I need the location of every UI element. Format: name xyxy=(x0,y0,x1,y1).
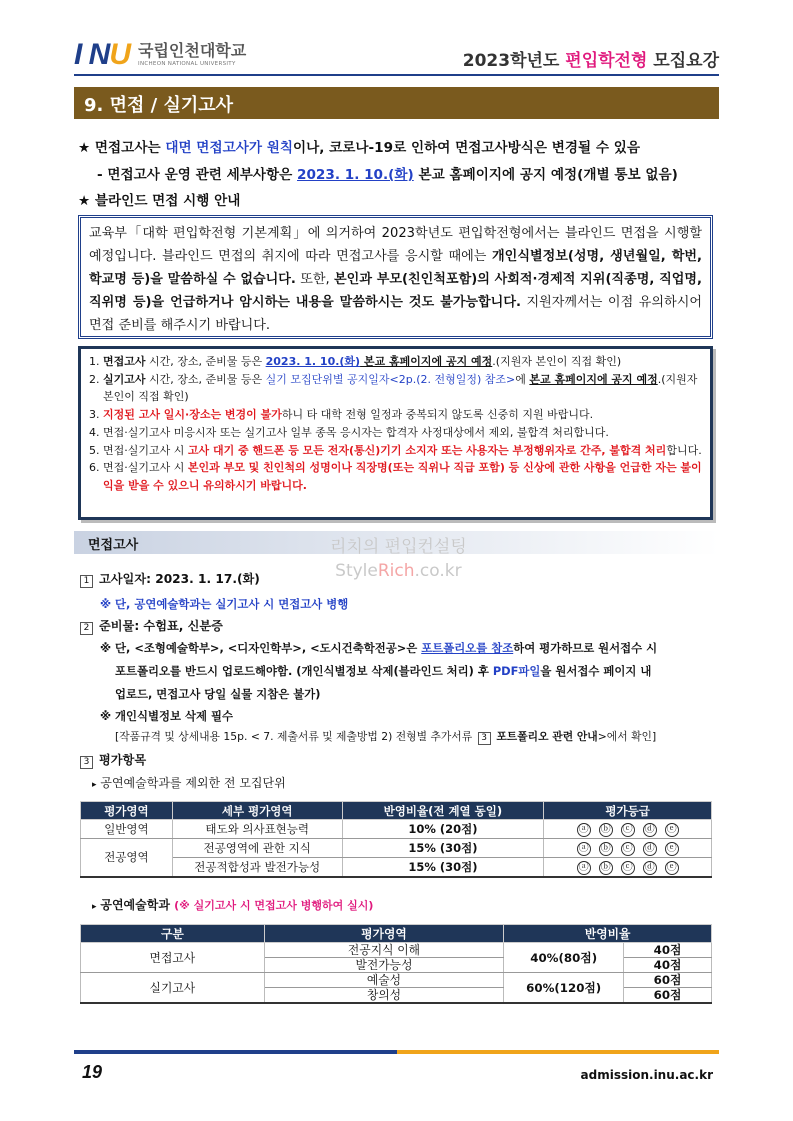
notice-item: 2. 실기고사 시간, 장소, 준비물 등은 실기 모집단위별 공지일자<2p.(2. 전형일정) 참조>에 본교 홈페이지에 공지 예정.(지원자 본인이 직접 확인) xyxy=(89,372,698,404)
notice-item: 4. 면접·실기고사 미응시자 또는 실기고사 일부 종목 응시자는 합격자 사정대상에서 제외, 불합격 처리합니다. xyxy=(89,425,609,439)
footer-url[interactable]: admission.inu.ac.kr xyxy=(580,1068,713,1082)
notice-box xyxy=(78,346,713,520)
watermark: 리치의 편입컨설팅 StyleRich.co.kr xyxy=(330,537,467,581)
table-row: 발전가능성 40점 xyxy=(81,958,712,973)
table-row: 전공영역 전공영역에 관한 지식 15% (30점) ⓐ ⓑ ⓒ ⓓ ⓔ xyxy=(81,839,712,858)
evaluation-items: 3 평가항목 xyxy=(80,751,146,769)
table-row: 면접고사 전공지식 이해 40%(80점) 40점 xyxy=(81,943,712,958)
logo-mark: I NU xyxy=(74,38,131,71)
personal-info-note: ※ 개인식별정보 삭제 필수 xyxy=(100,709,234,723)
table-row: 전공적합성과 발전가능성 15% (30점) ⓐ ⓑ ⓒ ⓓ ⓔ xyxy=(81,858,712,877)
grade-scale: ⓐ ⓑ ⓒ ⓓ ⓔ xyxy=(544,858,712,877)
note-interview-principle: ★ 면접고사는 대면 면접고사가 원칙이나, 코로나-19로 인하여 면접고사방식은 변경될 수 있음 xyxy=(78,140,640,156)
evaluation-table-performing-arts xyxy=(80,924,712,1004)
table-row: 실기고사 예술성 60%(120점) 60점 xyxy=(81,973,712,988)
document-title: 2023학년도 편입학전형 모집요강 xyxy=(462,51,719,71)
required-items: 2 준비물: 수험표, 신분증 xyxy=(80,617,223,635)
header-divider xyxy=(74,74,719,76)
star-icon: ★ xyxy=(78,140,91,156)
blind-interview-box: 교육부「대학 편입학전형 기본계획」에 의거하여 2023학년도 편입학전형에서는 블라인드 면접을 시행할 예정입니다. 블라인드 면접의 취지에 따라 면접고사를 응시할 때에는 개인식별정보(성명, 생년월일, 학번, 학교명 등)을 말씀하실 수 없습니다. 또한, 본인과 부모(친인척포함)의 사회적·경제적 지위(직종명, 직업명, 직위명 등)을 언급하거나 암시하는 내용을 말씀하시는 것도 불가능합니다. 지원자께서는 이점 유의하시어 면접 준비를 해주시기 바랍니다. xyxy=(78,215,713,339)
notice-item: 6. 면접·실기고사 시 본인과 부모 및 친인척의 성명이나 직장명(또는 직위나 직급 포함) 등 신상에 관한 사항을 언급한 자는 불이익을 받을 수 있으니 유의하시기 바랍니다. xyxy=(89,461,702,492)
logo-korean-name: 국립인천대학교 xyxy=(138,40,247,60)
note-blind-interview: ★ 블라인드 면접 시행 안내 xyxy=(78,193,241,209)
star-icon: ★ xyxy=(78,193,91,209)
note-interview-details: - 면접고사 운영 관련 세부사항은 2023. 1. 10.(화) 본교 홈페이지에 공지 예정(개별 통보 없음) xyxy=(97,167,678,183)
triangle-bullet-icon: ▸ xyxy=(92,780,97,790)
notice-item: 1. 면접고사 시간, 장소, 준비물 등은 2023. 1. 10.(화) 본교 홈페이지에 공지 예정.(지원자 본인이 직접 확인) xyxy=(89,355,622,368)
grade-scale: ⓐ ⓑ ⓒ ⓓ ⓔ xyxy=(544,839,712,858)
grade-scale: ⓐ ⓑ ⓒ ⓓ ⓔ xyxy=(544,820,712,839)
portfolio-reference: [작품규격 및 상세내용 15p. < 7. 제출서류 및 제출방법 2) 전형별 추가서류 3 포트폴리오 관련 안내>에서 확인] xyxy=(115,730,657,743)
table1-caption: ▸ 공연예술학과를 제외한 전 모집단위 xyxy=(92,776,286,790)
university-logo[interactable] xyxy=(74,38,246,72)
portfolio-note-line3: 업로드, 면접고사 당일 실물 지참은 불가) xyxy=(115,687,321,701)
exam-date-note: ※ 단, 공연예술학과는 실기고사 시 면접고사 병행 xyxy=(100,597,349,611)
number-box-icon: 1 xyxy=(80,575,93,588)
portfolio-note-line2: 포트폴리오를 반드시 업로드해야함. (개인식별정보 삭제(블라인드 처리) 후 PDF파일을 원서접수 페이지 내 xyxy=(115,664,652,678)
section-title: 9. 면접 / 실기고사 xyxy=(74,87,719,119)
number-box-icon: 2 xyxy=(80,622,93,635)
table-header-row: 평가영역 세부 평가영역 반영비율(전 계열 동일) 평가등급 xyxy=(81,802,712,820)
footer-divider xyxy=(74,1050,719,1054)
portfolio-note-line1: ※ 단, <조형예술학부>, <디자인학부>, <도시건축학전공>은 포트폴리오를 참조하여 평가하므로 원서접수 시 xyxy=(100,641,658,655)
number-box-icon: 3 xyxy=(80,756,93,769)
interview-subsection-bar: 면접고사 xyxy=(74,531,719,554)
triangle-bullet-icon: ▸ xyxy=(92,902,97,912)
number-box-icon: 3 xyxy=(478,732,491,745)
evaluation-table-general xyxy=(80,801,712,878)
table-row: 일반영역 태도와 의사표현능력 10% (20점) ⓐ ⓑ ⓒ ⓓ ⓔ xyxy=(81,820,712,839)
logo-english-name: INCHEON NATIONAL UNIVERSITY xyxy=(138,60,236,67)
notice-item: 3. 지정된 고사 일시·장소는 변경이 불가하니 타 대학 전형 일정과 중복되지 않도록 신중히 지원 바랍니다. xyxy=(89,408,594,422)
notice-item: 5. 면접·실기고사 시 고사 대기 중 핸드폰 등 모든 전자(통신)기기 소지자 또는 사용자는 부정행위자로 간주, 불합격 처리합니다. xyxy=(89,443,702,457)
table2-caption: ▸ 공연예술학과 (※ 실기고사 시 면접고사 병행하여 실시) xyxy=(92,898,374,912)
table-row: 창의성 60점 xyxy=(81,988,712,1004)
exam-date: 1 고사일자: 2023. 1. 17.(화) xyxy=(80,570,260,588)
page-number: 19 xyxy=(82,1062,103,1082)
table-header-row: 구분 평가영역 반영비율 xyxy=(81,925,712,943)
